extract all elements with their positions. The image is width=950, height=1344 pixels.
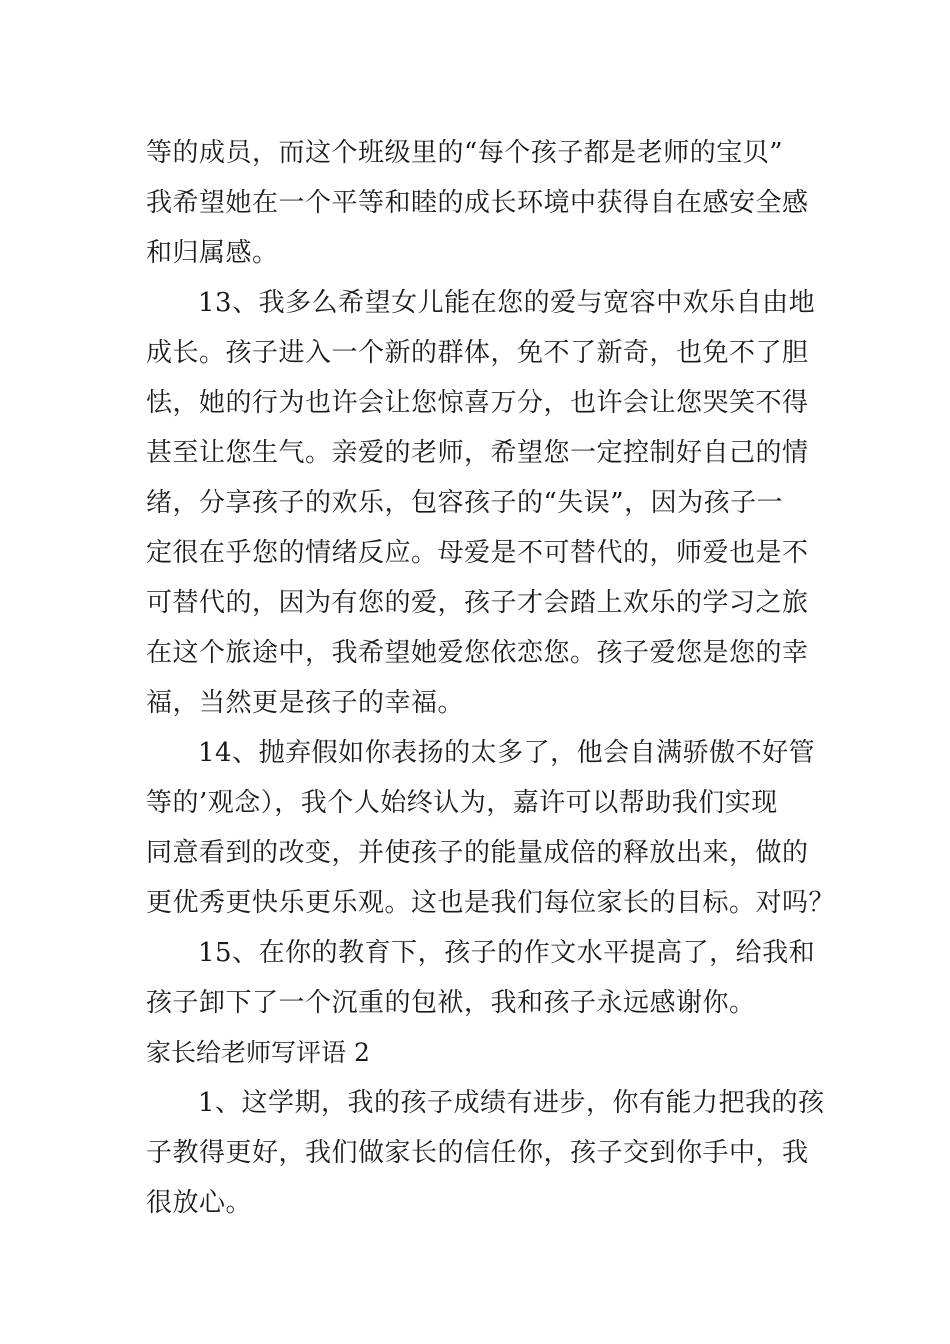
paragraph-start-13: 13、我多么希望女儿能在您的爱与宽容中欢乐自由地 bbox=[198, 288, 816, 318]
text-line: 我希望她在一个平等和睦的成长环境中获得自在感安全感 bbox=[146, 188, 809, 218]
text-line: 子教得更好，我们做家长的信任你，孩子交到你手中，我 bbox=[146, 1138, 809, 1168]
document-page bbox=[146, 128, 836, 1228]
paragraph-start-15: 15、在你的教育下，孩子的作文水平提高了，给我和 bbox=[198, 938, 816, 968]
text-line: 甚至让您生气。亲爱的老师，希望您一定控制好自己的情 bbox=[146, 438, 809, 468]
text-line: 定很在乎您的情绪反应。母爱是不可替代的，师爱也是不 bbox=[146, 538, 809, 568]
text-line: 怯，她的行为也许会让您惊喜万分，也许会让您哭笑不得 bbox=[146, 388, 809, 418]
text-line: 和归属感。 bbox=[146, 238, 279, 268]
text-line: 可替代的，因为有您的爱，孩子才会踏上欢乐的学习之旅 bbox=[146, 588, 809, 618]
paragraph-start-1: 1、这学期，我的孩子成绩有进步，你有能力把我的孩 bbox=[198, 1088, 825, 1118]
text-line: 福，当然更是孩子的幸福。 bbox=[146, 688, 465, 718]
text-line: 成长。孩子进入一个新的群体，免不了新奇，也免不了胆 bbox=[146, 338, 809, 368]
text-line: 同意看到的改变，并使孩子的能量成倍的释放出来，做的 bbox=[146, 838, 809, 868]
text-line: 绪，分享孩子的欢乐，包容孩子的“失误”，因为孩子一 bbox=[146, 488, 784, 518]
section-heading: 家长给老师写评语 2 bbox=[146, 1038, 370, 1067]
text-line: 在这个旅途中，我希望她爱您依恋您。孩子爱您是您的幸 bbox=[146, 638, 809, 668]
text-line: 孩子卸下了一个沉重的包袱，我和孩子永远感谢你。 bbox=[146, 988, 756, 1018]
text-line: 更优秀更快乐更乐观。这也是我们每位家长的目标。对吗？ bbox=[146, 888, 836, 918]
text-line: 很放心。 bbox=[146, 1188, 253, 1218]
text-line: 等的成员，而这个班级里的“每个孩子都是老师的宝贝” bbox=[146, 138, 784, 168]
paragraph-start-14: 14、抛弃假如你表扬的太多了，他会自满骄傲不好管 bbox=[198, 738, 816, 768]
text-line: 等的’观念），我个人始终认为，嘉许可以帮助我们实现 bbox=[146, 788, 778, 818]
